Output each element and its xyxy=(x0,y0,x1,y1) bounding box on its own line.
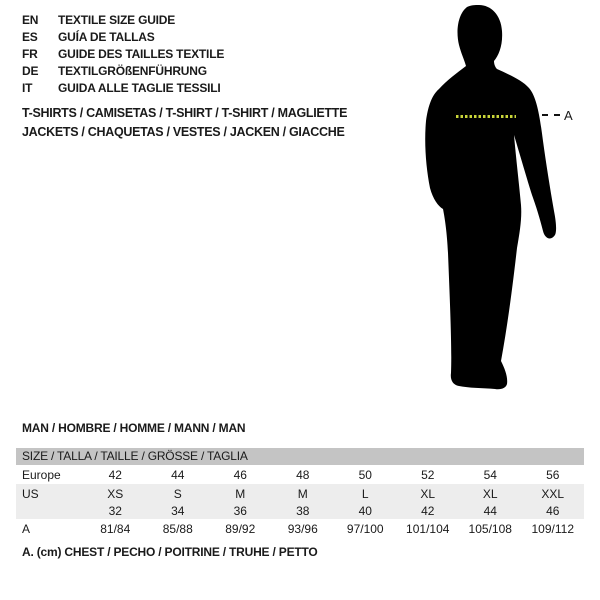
table-cell: 40 xyxy=(358,504,372,518)
table-cell: M xyxy=(297,486,308,501)
language-row-en xyxy=(22,12,224,29)
size-table-header: SIZE / TALLA / TAILLE / GRÖSSE / TAGLIA xyxy=(16,448,584,465)
measurement-legend: A. (cm) CHEST / PECHO / POITRINE / TRUHE / PETTO xyxy=(22,545,318,559)
table-cell: 46 xyxy=(546,504,560,518)
table-cell: 44 xyxy=(483,504,497,518)
language-row-de xyxy=(22,63,224,80)
table-cell: 97/100 xyxy=(346,522,384,536)
category-line-tshirts: T-SHIRTS / CAMISETAS / T-SHIRT / T-SHIRT / MAGLIETTE xyxy=(22,106,348,120)
language-label: GUIDE DES TAILLES TEXTILE xyxy=(58,47,225,61)
table-cell: 85/88 xyxy=(162,522,193,536)
table-cell: 81/84 xyxy=(100,522,131,536)
language-row-es xyxy=(22,29,224,46)
table-cell: 54 xyxy=(483,467,497,482)
table-cell: 101/104 xyxy=(406,522,450,536)
language-list xyxy=(22,12,224,97)
table-cell: 36 xyxy=(233,504,247,518)
table-cell: 42 xyxy=(421,504,435,518)
table-cell: M xyxy=(235,486,246,501)
table-cell: 93/96 xyxy=(287,522,318,536)
table-row-us-numbers xyxy=(16,503,584,519)
language-code: DE xyxy=(22,64,39,78)
table-cell: 105/108 xyxy=(468,522,512,536)
language-label: GUÍA DE TALLAS xyxy=(58,30,155,44)
row-label: A xyxy=(22,522,31,536)
table-row-chest-cm xyxy=(16,519,584,539)
row-label: US xyxy=(22,486,39,501)
table-row-us-letters xyxy=(16,484,584,503)
language-code: IT xyxy=(22,81,33,95)
language-label: TEXTILE SIZE GUIDE xyxy=(58,13,176,27)
category-lines xyxy=(22,104,347,141)
table-row-europe xyxy=(16,465,584,484)
language-label: TEXTILGRÖßENFÜHRUNG xyxy=(58,64,207,78)
table-cell: 48 xyxy=(296,467,310,482)
table-cell: 109/112 xyxy=(531,522,574,536)
language-row-it xyxy=(22,80,224,97)
table-cell: 52 xyxy=(421,467,435,482)
size-table xyxy=(16,448,584,539)
table-cell: L xyxy=(361,486,369,501)
table-cell: 38 xyxy=(296,504,310,518)
language-label: GUIDA ALLE TAGLIE TESSILI xyxy=(58,81,221,95)
chest-measure-dotted-line xyxy=(456,115,516,118)
table-cell: 46 xyxy=(233,467,247,482)
table-cell: 32 xyxy=(108,504,122,518)
table-cell: 42 xyxy=(108,467,122,482)
table-cell: 50 xyxy=(358,467,372,482)
table-cell: 44 xyxy=(171,467,185,482)
table-cell: XL xyxy=(420,486,436,501)
table-cell: S xyxy=(173,486,182,501)
table-cell: XXL xyxy=(541,486,565,501)
measure-label-a: A xyxy=(564,108,573,123)
man-silhouette-image xyxy=(413,3,573,393)
table-cell: 89/92 xyxy=(225,522,256,536)
language-row-fr xyxy=(22,46,224,63)
row-label: Europe xyxy=(22,467,61,482)
table-cell: 56 xyxy=(546,467,560,482)
table-cell: XS xyxy=(107,486,124,501)
language-code: ES xyxy=(22,30,38,44)
table-cell: XL xyxy=(482,486,498,501)
category-line-jackets: JACKETS / CHAQUETAS / VESTES / JACKEN / GIACCHE xyxy=(22,124,345,139)
language-code: FR xyxy=(22,47,38,61)
section-title-man: MAN / HOMBRE / HOMME / MANN / MAN xyxy=(22,421,246,435)
language-code: EN xyxy=(22,13,39,27)
table-cell: 34 xyxy=(171,504,185,518)
measure-callout-dashes xyxy=(542,114,560,116)
